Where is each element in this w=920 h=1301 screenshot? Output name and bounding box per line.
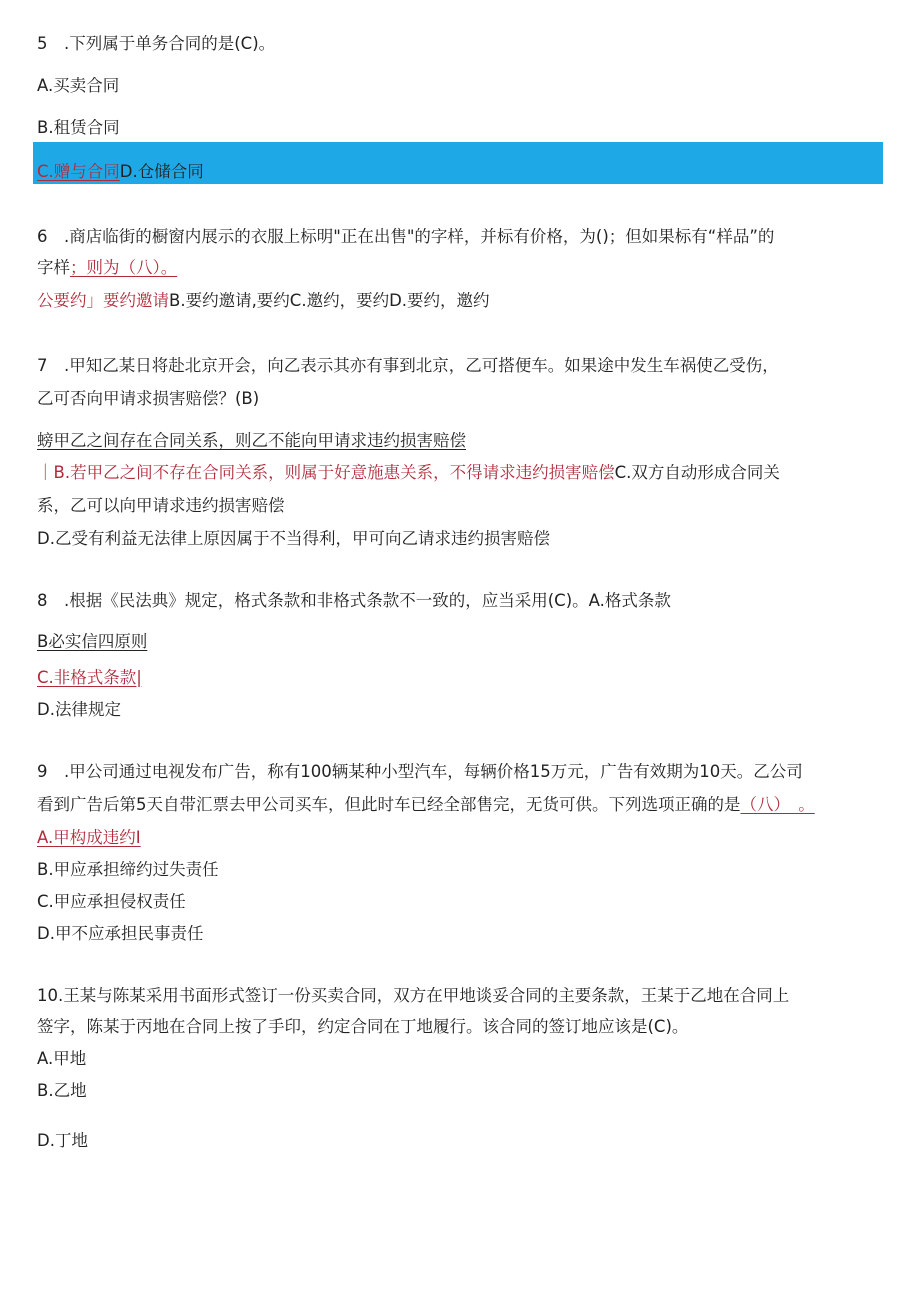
q6-stem-line1: 6 .商店临街的橱窗内展示的衣服上标明"正在出售"的字样，并标有价格，为()；但如果标有“样品”的 — [37, 227, 775, 246]
q9-stem-line2 — [37, 793, 815, 817]
q6-stem-line2-a: 字样 — [37, 258, 70, 277]
q5-option-b: B.租赁合同 — [37, 118, 120, 137]
q6-answer-rest: B.要约邀请,要约C.邀约，要约D.要约，邀约 — [169, 291, 490, 310]
q7-option-d: D.乙受有利益无法律上原因属于不当得利，甲可向乙请求违约损害赔偿 — [37, 529, 550, 548]
q5-option-a: A.买卖合同 — [37, 76, 120, 95]
q10-option-a: A.甲地 — [37, 1049, 87, 1068]
q6-stem-line2 — [37, 256, 177, 280]
q5-option-c-answer: C.赠与合同 — [37, 162, 120, 181]
q9-option-d: D.甲不应承担民事责任 — [37, 924, 204, 943]
q7-option-a: 螃甲乙之间存在合同关系，则乙不能向甲请求违约损害赔偿 — [37, 431, 466, 450]
q7-options-bc — [37, 461, 780, 485]
q7-option-c-cont: 系，乙可以向甲请求违约损害赔偿 — [37, 496, 285, 515]
q9-option-c: C.甲应承担侵权责任 — [37, 892, 186, 911]
q10-option-d: D.丁地 — [37, 1131, 88, 1150]
q9-stem-line2-a: 看到广告后第5天自带汇票去甲公司买车，但此时车已经全部售完，无货可供。下列选项正确的是 — [37, 795, 741, 814]
q5-option-d: D.仓储合同 — [119, 162, 204, 181]
q7-option-c: C.双方自动形成合同关 — [614, 463, 780, 482]
q7-option-b-answer: ｜B.若甲乙之间不存在合同关系，则属于好意施惠关系，不得请求违约损害赔偿 — [37, 463, 615, 482]
q7-stem-line1: 7 .甲知乙某日将赴北京开会，向乙表示其亦有事到北京，乙可搭便车。如果途中发生车祸使乙受伤， — [37, 356, 779, 375]
q8-option-b: B必实信四原则 — [37, 632, 148, 651]
q7-stem-line2: 乙可否向甲请求损害赔偿？(B) — [37, 389, 260, 408]
q9-stem-line2-b: （八） 。 — [740, 795, 815, 814]
q8-stem: 8 .根据《民法典》规定，格式条款和非格式条款不一致的，应当采用(C)。A.格式条款 — [37, 591, 671, 610]
q9-option-b: B.甲应承担缔约过失责任 — [37, 860, 219, 879]
q5-stem: 5 .下列属于单务合同的是(C)。 — [37, 34, 276, 53]
q10-stem-line2: 签字，陈某于丙地在合同上按了手印，约定合同在丁地履行。该合同的签订地应该是(C)。 — [37, 1017, 689, 1036]
q8-option-d: D.法律规定 — [37, 700, 121, 719]
q9-option-a-answer: A.甲构成违约I — [37, 828, 141, 847]
q5-options-cd — [37, 160, 204, 184]
q6-stem-line2-b: ；则为（八）。 — [70, 258, 178, 277]
q6-answer-red: 公要约」要约邀请 — [37, 291, 169, 310]
q10-stem-line1: 10.王某与陈某采用书面形式签订一份买卖合同，双方在甲地谈妥合同的主要条款，王某于乙地在合同上 — [37, 986, 790, 1005]
q8-option-c-answer: C.非格式条款| — [37, 668, 142, 687]
q6-answer-line — [37, 289, 490, 313]
q10-option-b: B.乙地 — [37, 1081, 87, 1100]
q9-stem-line1: 9 .甲公司通过电视发布广告，称有100辆某种小型汽车，每辆价格15万元，广告有效期为10天。乙公司 — [37, 762, 803, 781]
